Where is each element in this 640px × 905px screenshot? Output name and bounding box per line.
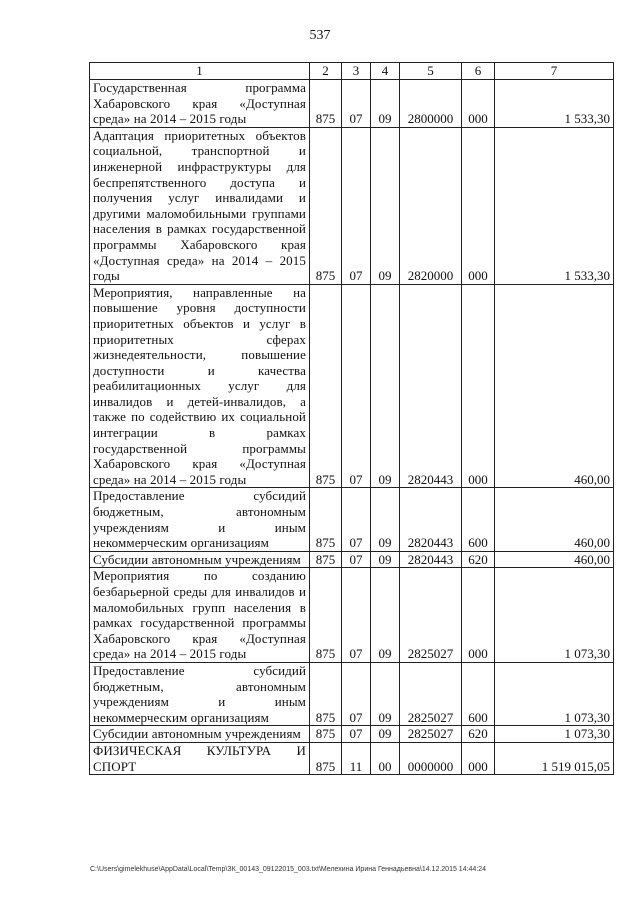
- cell-amount: 1 519 015,05: [495, 742, 614, 774]
- cell-subsection: 09: [371, 284, 400, 488]
- cell-target-article: 2820000: [400, 127, 462, 284]
- cell-admin: 875: [310, 284, 342, 488]
- header-row: [90, 63, 614, 80]
- cell-amount: 1 073,30: [495, 662, 614, 725]
- cell-section: 07: [342, 80, 371, 128]
- cell-amount: 1 533,30: [495, 127, 614, 284]
- cell-section: 07: [342, 127, 371, 284]
- cell-amount: 460,00: [495, 551, 614, 568]
- table-row: [90, 726, 614, 743]
- row-name: Предоставление субсидий бюджетным, автономным учреждениям и иным некоммерческим организациям: [90, 488, 310, 551]
- cell-section: 07: [342, 284, 371, 488]
- cell-expense-type: 000: [462, 127, 495, 284]
- cell-section: 07: [342, 551, 371, 568]
- table-row: [90, 488, 614, 551]
- column-header: 1: [90, 63, 310, 80]
- cell-admin: 875: [310, 662, 342, 725]
- table-row: [90, 80, 614, 128]
- cell-amount: 1 533,30: [495, 80, 614, 128]
- cell-subsection: 09: [371, 80, 400, 128]
- cell-amount: 460,00: [495, 284, 614, 488]
- column-header: 4: [371, 63, 400, 80]
- cell-admin: 875: [310, 127, 342, 284]
- cell-admin: 875: [310, 80, 342, 128]
- cell-subsection: 09: [371, 127, 400, 284]
- row-name: Мероприятия по созданию безбарьерной среды для инвалидов и маломобильных групп населения в рамках государственной программы Хабаровского края «Доступная среда» на 2014 – 2015 годы: [90, 568, 310, 663]
- cell-admin: 875: [310, 568, 342, 663]
- cell-section: 07: [342, 726, 371, 743]
- column-header: 3: [342, 63, 371, 80]
- cell-target-article: 2825027: [400, 568, 462, 663]
- cell-section: 07: [342, 662, 371, 725]
- row-name: Государственная программа Хабаровского края «Доступная среда» на 2014 – 2015 годы: [90, 80, 310, 128]
- column-header: 7: [495, 63, 614, 80]
- cell-section: 07: [342, 488, 371, 551]
- table-row: [90, 662, 614, 725]
- file-path-footer: C:\Users\gimelekhuse\AppData\Local\Temp\ЗК_00143_09122015_003.txt\Мелехина Ирина Геннадьевна\14.12.2015 14:44:24: [90, 866, 487, 873]
- table-row: [90, 742, 614, 774]
- row-name: Субсидии автономным учреждениям: [90, 551, 310, 568]
- cell-target-article: 2820443: [400, 551, 462, 568]
- column-header: 6: [462, 63, 495, 80]
- cell-subsection: 09: [371, 568, 400, 663]
- cell-expense-type: 600: [462, 488, 495, 551]
- cell-target-article: 0000000: [400, 742, 462, 774]
- cell-expense-type: 000: [462, 80, 495, 128]
- cell-subsection: 09: [371, 551, 400, 568]
- row-name: Мероприятия, направленные на повышение уровня доступности приоритетных объектов и услуг в приоритетных сферах жизнедеятельности, повышение доступности и качества реабилитационных услуг для инвалидов и детей-инвалидов, а также по содействию их социальной интеграции в рамках государственной программы Хабаровского края «Доступная среда» на 2014 – 2015 годы: [90, 284, 310, 488]
- cell-admin: 875: [310, 726, 342, 743]
- table-row: [90, 127, 614, 284]
- cell-expense-type: 000: [462, 742, 495, 774]
- cell-expense-type: 000: [462, 284, 495, 488]
- row-name: Субсидии автономным учреждениям: [90, 726, 310, 743]
- cell-subsection: 09: [371, 662, 400, 725]
- row-name: ФИЗИЧЕСКАЯ КУЛЬТУРА И СПОРТ: [90, 742, 310, 774]
- cell-target-article: 2820443: [400, 284, 462, 488]
- row-name: Адаптация приоритетных объектов социальной, транспортной и инженерной инфраструктуры для беспрепятственного доступа и получения услуг инвалидами и другими маломобильными группами населения в рамках государственной программы Хабаровского края «Доступная среда» на 2014 – 2015 годы: [90, 127, 310, 284]
- cell-subsection: 00: [371, 742, 400, 774]
- row-name: Предоставление субсидий бюджетным, автономным учреждениям и иным некоммерческим организациям: [90, 662, 310, 725]
- column-header: 2: [310, 63, 342, 80]
- table-row: [90, 284, 614, 488]
- cell-admin: 875: [310, 551, 342, 568]
- cell-target-article: 2820443: [400, 488, 462, 551]
- cell-target-article: 2800000: [400, 80, 462, 128]
- cell-amount: 1 073,30: [495, 726, 614, 743]
- page-number: 537: [309, 28, 331, 43]
- cell-subsection: 09: [371, 488, 400, 551]
- cell-section: 11: [342, 742, 371, 774]
- cell-target-article: 2825027: [400, 662, 462, 725]
- cell-amount: 1 073,30: [495, 568, 614, 663]
- cell-expense-type: 620: [462, 726, 495, 743]
- cell-section: 07: [342, 568, 371, 663]
- cell-subsection: 09: [371, 726, 400, 743]
- cell-amount: 460,00: [495, 488, 614, 551]
- cell-expense-type: 620: [462, 551, 495, 568]
- cell-target-article: 2825027: [400, 726, 462, 743]
- table-row: [90, 568, 614, 663]
- cell-expense-type: 600: [462, 662, 495, 725]
- column-header: 5: [400, 63, 462, 80]
- cell-admin: 875: [310, 488, 342, 551]
- cell-expense-type: 000: [462, 568, 495, 663]
- budget-table: [89, 62, 614, 775]
- table-row: [90, 551, 614, 568]
- cell-admin: 875: [310, 742, 342, 774]
